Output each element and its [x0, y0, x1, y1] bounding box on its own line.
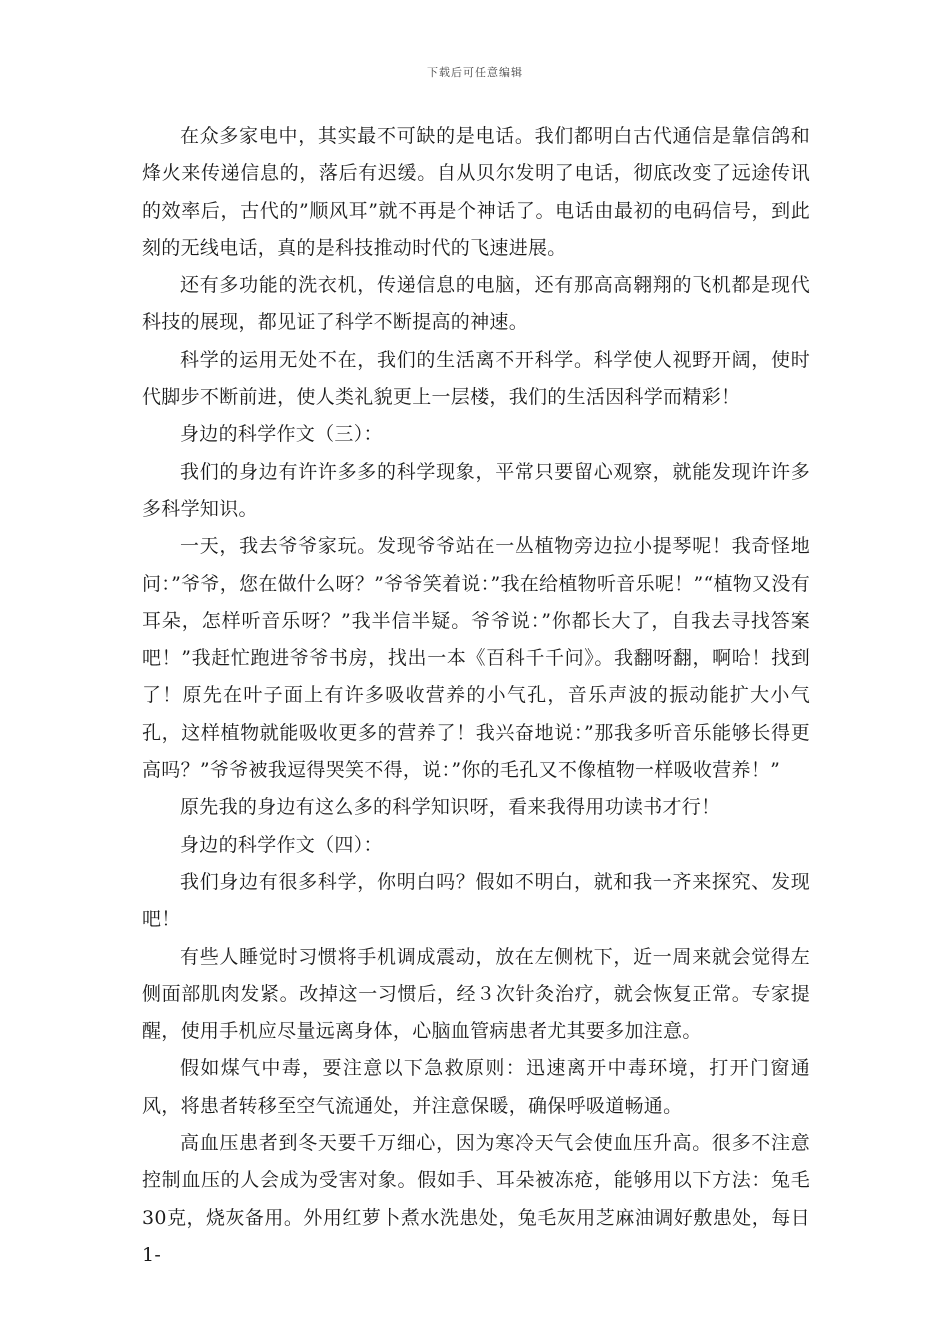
section-heading: 身边的科学作文（三）： — [180, 423, 383, 446]
paragraph: 假如煤气中毒，要注意以下急救原则：迅速离开中毒环境，打开门窗通风，将患者转移至空气流通处，并注意保暖，确保呼吸道畅通。 — [142, 1057, 810, 1117]
paragraph: 科学的运用无处不在，我们的生活离不开科学。科学使人视野开阔，使时代脚步不断前进，使人类礼貌更上一层楼，我们的生活因科学而精彩！ — [142, 348, 810, 409]
paragraph: 有些人睡觉时习惯将手机调成震动，放在左侧枕下，近一周来就会觉得左侧面部肌肉发紧。改掉这一习惯后，经３次针灸治疗，就会恢复正常。专家提醒，使用手机应尽量远离身体，心脑血管病患者尤其要多加注意。 — [142, 945, 810, 1043]
paragraph: 我们的身边有许许多多的科学现象，平常只要留心观察，就能发现许许多多科学知识。 — [142, 460, 810, 520]
paragraph: 还有多功能的洗衣机，传递信息的电脑，还有那高高翱翔的飞机都是现代科技的展现，都见证了科学不断提高的神速。 — [142, 274, 810, 334]
section-heading: 身边的科学作文（四）： — [180, 833, 383, 856]
paragraph: 我们身边有很多科学，你明白吗？假如不明白，就和我一齐来探究、发现吧！ — [142, 870, 810, 931]
paragraph: 在众多家电中，其实最不可缺的是电话。我们都明白古代通信是靠信鸽和烽火来传递信息的，落后有迟缓。自从贝尔发明了电话，彻底改变了远途传讯的效率后，古代的”顺风耳”就不再是个神话了。电话由最初的电码信号，到此刻的无线电话，真的是科技推动时代的飞速进展。 — [142, 125, 810, 259]
document-body — [142, 118, 810, 1274]
paragraph: 原先我的身边有这么多的科学知识呀，看来我得用功读书才行！ — [180, 796, 721, 819]
page-header: 下载后可任意编辑 — [427, 66, 523, 79]
paragraph: 高血压患者到冬天要千万细心，因为寒冷天气会使血压升高。很多不注意控制血压的人会成为受害对象。假如手、耳朵被冻疮，能够用以下方法：兔毛30克，烧灰备用。外用红萝卜煮水洗患处，兔毛灰用芝麻油调好敷患处，每日1- — [142, 1132, 810, 1266]
paragraph: 一天，我去爷爷家玩。发现爷爷站在一丛植物旁边拉小提琴呢！我奇怪地问：”爷爷，您在做什么呀？”爷爷笑着说：”我在给植物听音乐呢！”“植物又没有耳朵，怎样听音乐呀？”我半信半疑。爷爷说：”你都长大了，自我去寻找答案吧！”我赶忙跑进爷爷书房，找出一本《百科千千问》。我翻呀翻，啊哈！找到了！原先在叶子面上有许多吸收营养的小气孔，音乐声波的振动能扩大小气孔，这样植物就能吸收更多的营养了！我兴奋地说：”那我多听音乐能够长得更高吗？”爷爷被我逗得哭笑不得，说：”你的毛孔又不像植物一样吸收营养！” — [142, 535, 810, 782]
